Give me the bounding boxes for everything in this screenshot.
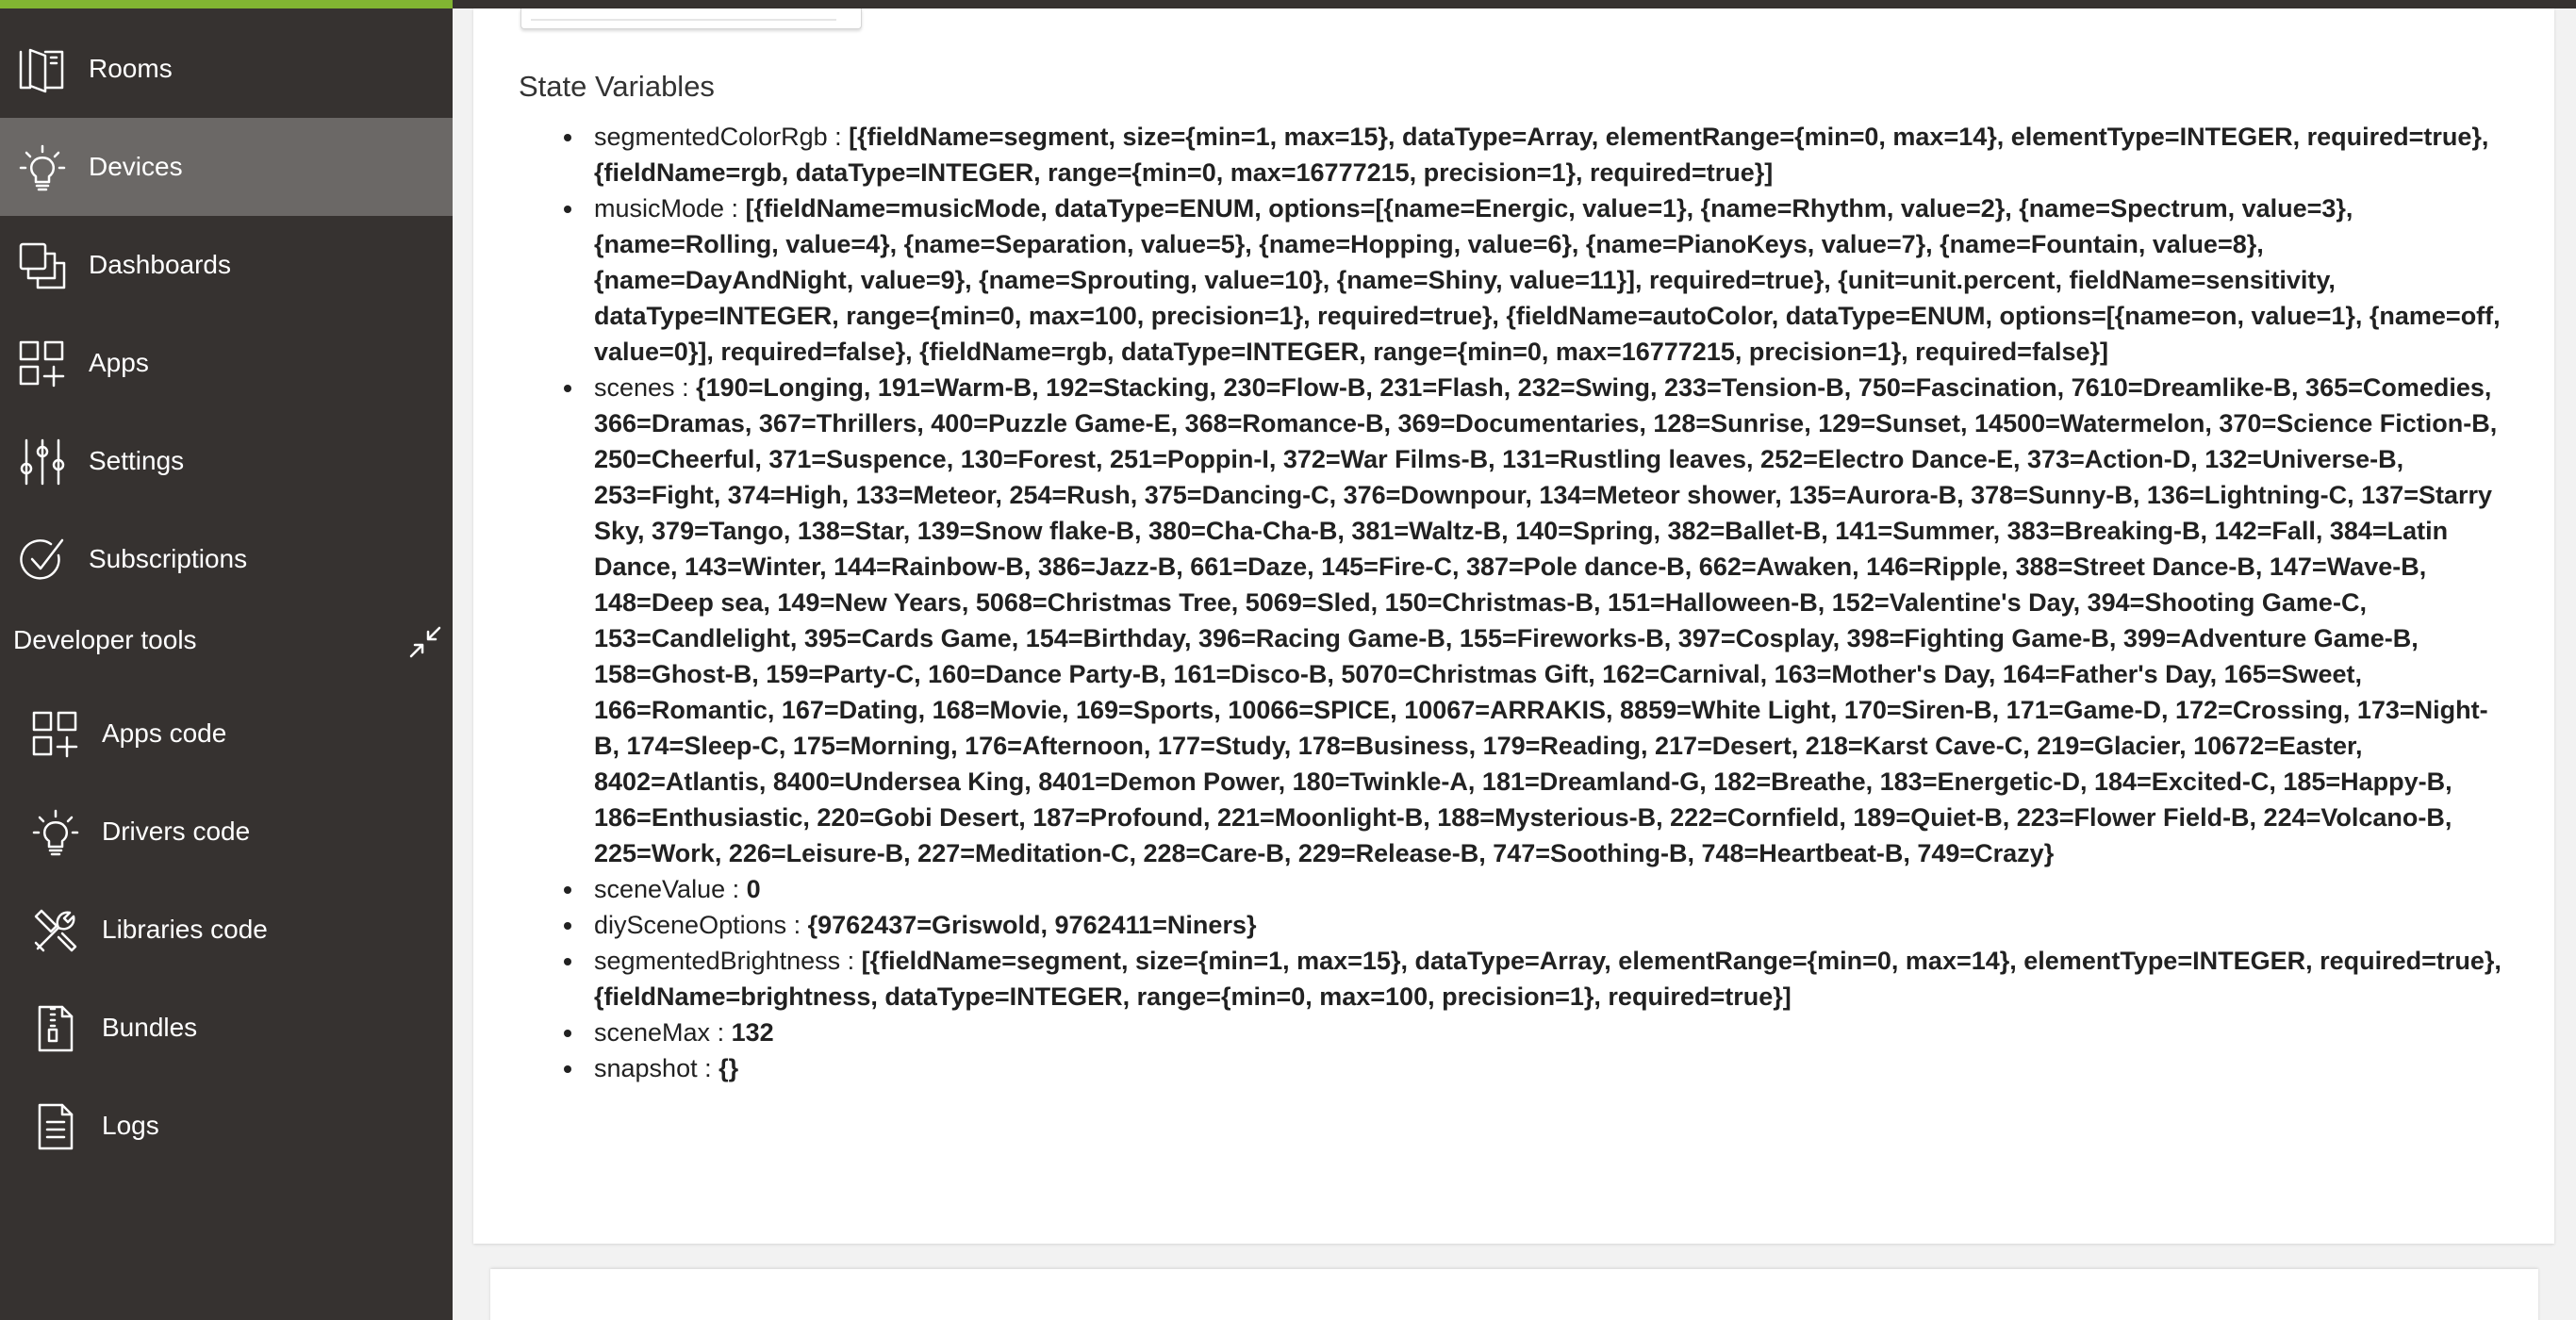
sidebar-item-subscriptions[interactable] (0, 510, 453, 608)
state-variable-item: sceneMax : 132 (560, 1015, 2512, 1050)
apps-icon (17, 338, 68, 389)
top-accent-bar (0, 0, 453, 8)
settings-sliders-icon (17, 437, 68, 487)
sidebar-item-dashboards[interactable] (0, 216, 453, 314)
zip-file-icon (30, 1003, 81, 1054)
state-variable-name: sceneMax (594, 1018, 711, 1047)
state-variable-item: segmentedColorRgb : [{fieldName=segment, size={min=1, max=15}, dataType=Array, elementRange={min=0, max=14}, elementType=INTEGER, required=true}, {fieldName=rgb, dataType=INTEGER, range={min=0, max=16777215, precision=1}, required=true}] (560, 119, 2512, 190)
state-variable-name: scenes (594, 373, 675, 402)
sidebar-item-label: Subscriptions (89, 544, 248, 573)
state-variable-item: snapshot : {} (560, 1050, 2512, 1086)
state-variables-list (560, 119, 2512, 1086)
sidebar-item-libraries-code[interactable] (0, 881, 453, 979)
state-variable-name: musicMode (594, 194, 725, 223)
developer-tools-label: Developer tools (13, 625, 197, 654)
sidebar-item-label: Rooms (89, 54, 173, 83)
state-variable-value: {} (718, 1054, 739, 1082)
developer-tools-header (0, 603, 453, 677)
state-variable-name: snapshot (594, 1054, 698, 1082)
top-bar (453, 0, 2576, 8)
state-variable-value: [{fieldName=segment, size={min=1, max=15}, dataType=Array, elementRange={min=0, max=14}, elementType=INTEGER, required=true}, {fieldName=brightness, dataType=INTEGER, range={min=0, max=100, precision=1}, required=true}] (594, 947, 2502, 1011)
dashboards-icon (17, 240, 68, 291)
state-variable-value: {9762437=Griswold, 9762411=Niners} (807, 911, 1257, 939)
sidebar-item-apps[interactable] (0, 314, 453, 412)
top-input-box[interactable] (520, 8, 862, 29)
check-circle-icon (17, 535, 68, 586)
state-variable-value: [{fieldName=segment, size={min=1, max=15}, dataType=Array, elementRange={min=0, max=14}, elementType=INTEGER, required=true}, {fieldName=rgb, dataType=INTEGER, range={min=0, max=16777215, precision=1}, required=true}] (594, 123, 2489, 187)
apps-code-icon (30, 709, 81, 760)
state-variables-title: State Variables (519, 70, 715, 103)
sidebar-item-drivers-code[interactable] (0, 783, 453, 881)
state-variable-item: scenes : {190=Longing, 191=Warm-B, 192=Stacking, 230=Flow-B, 231=Flash, 232=Swing, 233=Tension-B, 750=Fascination, 7610=Dreamlike-B, 365=Comedies, 366=Dramas, 367=Thrillers, 400=Puzzle Game-E, 368=Romance-B, 369=Documentaries, 128=Sunrise, 129=Sunset, 14500=Watermelon, 370=Science Fiction-B, 250=Cheerful, 371=Suspence, 130=Forest, 251=Poppin-I, 372=War Films-B, 131=Rustling leaves, 252=Electro Dance-E, 373=Action-D, 132=Universe-B, 253=Fight, 374=High, 133=Meteor, 254=Rush, 375=Dancing-C, 376=Downpour, 134=Meteor shower, 135=Aurora-B, 378=Sunny-B, 136=Lightning-C, 137=Starry Sky, 379=Tango, 138=Star, 139=Snow flake-B, 380=Cha-Cha-B, 381=Waltz-B, 140=Spring, 382=Ballet-B, 141=Summer, 383=Breaking-B, 142=Fall, 384=Latin Dance, 143=Winter, 144=Rainbow-B, 386=Jazz-B, 661=Daze, 145=Fire-C, 387=Pole dance-B, 662=Awaken, 146=Ripple, 388=Street Dance-B, 147=Wave-B, 148=Deep sea, 149=New Years, 5068=Christmas Tree, 5069=Sled, 150=Christmas-B, 151=Halloween-B, 152=Valentine's Day, 394=Shooting Game-C, 153=Candlelight, 395=Cards Game, 154=Birthday, 396=Racing Game-B, 155=Fireworks-B, 397=Cosplay, 398=Fighting Game-B, 399=Adventure Game-B, 158=Ghost-B, 159=Party-C, 160=Dance Party-B, 161=Disco-B, 5070=Christmas Gift, 162=Carnival, 163=Mother's Day, 164=Father's Day, 165=Sweet, 166=Romantic, 167=Dating, 168=Movie, 169=Sports, 10066=SPICE, 10067=ARRAKIS, 8859=White Light, 170=Siren-B, 171=Game-D, 172=Crossing, 173=Night-B, 174=Sleep-C, 175=Morning, 176=Afternoon, 177=Study, 178=Business, 179=Reading, 217=Desert, 218=Karst Cave-C, 219=Glacier, 10672=Easter, 8402=Atlantis, 8400=Undersea King, 8401=Demon Power, 180=Twinkle-A, 181=Dreamland-G, 182=Breathe, 183=Energetic-D, 184=Excited-C, 185=Happy-B, 186=Enthusiastic, 220=Gobi Desert, 187=Profound, 221=Moonlight-B, 188=Mysterious-B, 222=Cornfield, 189=Quiet-B, 223=Flower Field-B, 224=Volcano-B, 225=Work, 226=Leisure-B, 227=Meditation-C, 228=Care-B, 229=Release-B, 747=Soothing-B, 748=Heartbeat-B, 749=Crazy} (560, 370, 2512, 871)
state-variable-name: segmentedBrightness (594, 947, 841, 975)
state-variable-item: segmentedBrightness : [{fieldName=segment, size={min=1, max=15}, dataType=Array, elementRange={min=0, max=14}, elementType=INTEGER, required=true}, {fieldName=brightness, dataType=INTEGER, range={min=0, max=100, precision=1}, required=true}] (560, 943, 2512, 1015)
state-variable-value: {190=Longing, 191=Warm-B, 192=Stacking, 230=Flow-B, 231=Flash, 232=Swing, 233=Tension-B, 750=Fascination, 7610=Dreamlike-B, 365=Comedies, 366=Dramas, 367=Thrillers, 400=Puzzle Game-E, 368=Romance-B, 369=Documentaries, 128=Sunrise, 129=Sunset, 14500=Watermelon, 370=Science Fiction-B, 250=Cheerful, 371=Suspence, 130=Forest, 251=Poppin-I, 372=War Films-B, 131=Rustling leaves, 252=Electro Dance-E, 373=Action-D, 132=Universe-B, 253=Fight, 374=High, 133=Meteor, 254=Rush, 375=Dancing-C, 376=Downpour, 134=Meteor shower, 135=Aurora-B, 378=Sunny-B, 136=Lightning-C, 137=Starry Sky, 379=Tango, 138=Star, 139=Snow flake-B, 380=Cha-Cha-B, 381=Waltz-B, 140=Spring, 382=Ballet-B, 141=Summer, 383=Breaking-B, 142=Fall, 384=Latin Dance, 143=Winter, 144=Rainbow-B, 386=Jazz-B, 661=Daze, 145=Fire-C, 387=Pole dance-B, 662=Awaken, 146=Ripple, 388=Street Dance-B, 147=Wave-B, 148=Deep sea, 149=New Years, 5068=Christmas Tree, 5069=Sled, 150=Christmas-B, 151=Halloween-B, 152=Valentine's Day, 394=Shooting Game-C, 153=Candlelight, 395=Cards Game, 154=Birthday, 396=Racing Game-B, 155=Fireworks-B, 397=Cosplay, 398=Fighting Game-B, 399=Adventure Game-B, 158=Ghost-B, 159=Party-C, 160=Dance Party-B, 161=Disco-B, 5070=Christmas Gift, 162=Carnival, 163=Mother's Day, 164=Father's Day, 165=Sweet, 166=Romantic, 167=Dating, 168=Movie, 169=Sports, 10066=SPICE, 10067=ARRAKIS, 8859=White Light, 170=Siren-B, 171=Game-D, 172=Crossing, 173=Night-B, 174=Sleep-C, 175=Morning, 176=Afternoon, 177=Study, 178=Business, 179=Reading, 217=Desert, 218=Karst Cave-C, 219=Glacier, 10672=Easter, 8402=Atlantis, 8400=Undersea King, 8401=Demon Power, 180=Twinkle-A, 181=Dreamland-G, 182=Breathe, 183=Energetic-D, 184=Excited-C, 185=Happy-B, 186=Enthusiastic, 220=Gobi Desert, 187=Profound, 221=Moonlight-B, 188=Mysterious-B, 222=Cornfield, 189=Quiet-B, 223=Flower Field-B, 224=Volcano-B, 225=Work, 226=Leisure-B, 227=Meditation-C, 228=Care-B, 229=Release-B, 747=Soothing-B, 748=Heartbeat-B, 749=Crazy} (594, 373, 2498, 867)
sidebar-item-label: Apps (89, 348, 149, 377)
state-variable-value: 132 (731, 1018, 774, 1047)
sidebar-item-label: Logs (102, 1111, 159, 1140)
state-variable-item: sceneValue : 0 (560, 871, 2512, 907)
state-variable-value: 0 (746, 875, 761, 903)
sidebar-item-apps-code[interactable] (0, 685, 453, 783)
rooms-icon (17, 44, 68, 95)
state-variable-name: sceneValue (594, 875, 726, 903)
document-icon (30, 1101, 81, 1152)
sidebar-item-label: Settings (89, 446, 185, 475)
sidebar-item-label: Devices (89, 152, 183, 181)
lightbulb-icon (17, 142, 68, 193)
sidebar-item-label: Apps code (102, 718, 227, 748)
sidebar-item-label: Dashboards (89, 250, 231, 279)
sidebar-item-label: Libraries code (102, 915, 268, 944)
tools-icon (30, 905, 81, 956)
collapse-arrows-icon[interactable] (407, 624, 443, 660)
state-variable-item: diySceneOptions : {9762437=Griswold, 9762411=Niners} (560, 907, 2512, 943)
lightbulb-icon (30, 807, 81, 858)
sidebar-item-rooms[interactable] (0, 20, 453, 118)
sidebar-item-devices[interactable] (0, 118, 453, 216)
next-section-card (490, 1269, 2538, 1320)
state-variable-name: diySceneOptions (594, 911, 787, 939)
sidebar-item-label: Bundles (102, 1013, 198, 1042)
sidebar-item-logs[interactable] (0, 1077, 453, 1175)
state-variable-item: musicMode : [{fieldName=musicMode, dataType=ENUM, options=[{name=Energic, value=1}, {name=Rhythm, value=2}, {name=Spectrum, value=3}, {name=Rolling, value=4}, {name=Separation, value=5}, {name=Hopping, value=6}, {name=PianoKeys, value=7}, {name=Fountain, value=8}, {name=DayAndNight, value=9}, {name=Sprouting, value=10}, {name=Shiny, value=11}], required=true}, {unit=unit.percent, fieldName=sensitivity, dataType=INTEGER, range={min=0, max=100, precision=1}, required=true}, {fieldName=autoColor, dataType=ENUM, options=[{name=on, value=1}, {name=off, value=0}], required=false}, {fieldName=rgb, dataType=INTEGER, range={min=0, max=16777215, precision=1}, required=false}] (560, 190, 2512, 370)
sidebar-item-label: Drivers code (102, 817, 251, 846)
state-variable-value: [{fieldName=musicMode, dataType=ENUM, options=[{name=Energic, value=1}, {name=Rhythm, value=2}, {name=Spectrum, value=3}, {name=Rolling, value=4}, {name=Separation, value=5}, {name=Hopping, value=6}, {name=PianoKeys, value=7}, {name=Fountain, value=8}, {name=DayAndNight, value=9}, {name=Sprouting, value=10}, {name=Shiny, value=11}], required=true}, {unit=unit.percent, fieldName=sensitivity, dataType=INTEGER, range={min=0, max=100, precision=1}, required=true}, {fieldName=autoColor, dataType=ENUM, options=[{name=on, value=1}, {name=off, value=0}], required=false}, {fieldName=rgb, dataType=INTEGER, range={min=0, max=16777215, precision=1}, required=false}] (594, 194, 2501, 366)
sidebar-item-bundles[interactable] (0, 979, 453, 1077)
state-variable-name: segmentedColorRgb (594, 123, 828, 151)
sidebar-item-settings[interactable] (0, 412, 453, 510)
